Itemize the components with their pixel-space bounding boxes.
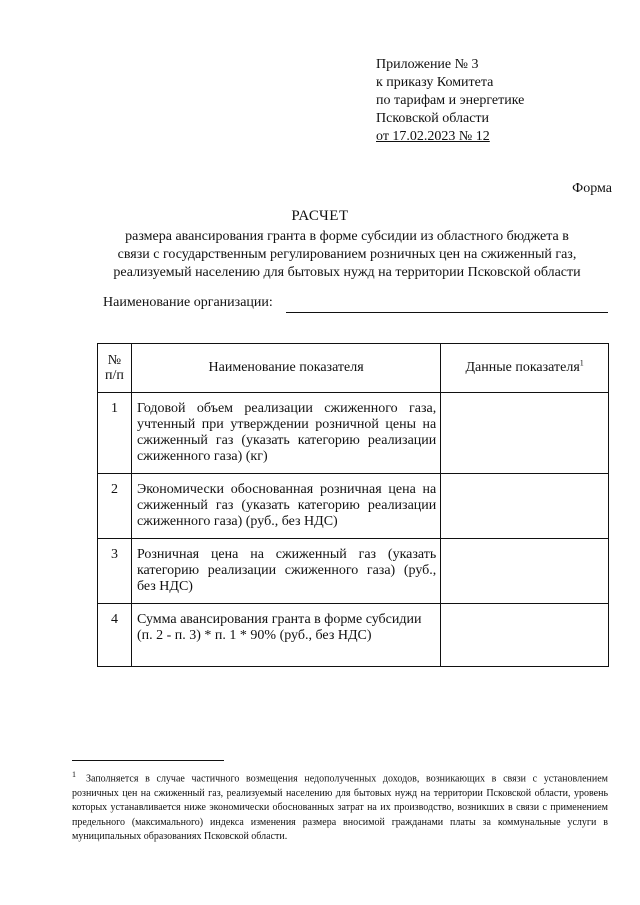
row-value-cell[interactable] [441, 393, 609, 474]
row-value-cell[interactable] [441, 539, 609, 604]
row-number: 2 [98, 474, 132, 539]
header-data-label: Данные показателя [465, 360, 580, 375]
subtitle-line: связи с государственным регулированием розничных цен на сжиженный газ, [117, 247, 577, 262]
row-number: 1 [98, 393, 132, 474]
header-number-symbol: № [107, 353, 122, 368]
row-number: 3 [98, 539, 132, 604]
table-row [98, 393, 609, 474]
subtitle-line: реализуемый населению для бытовых нужд на территории Псковской области [113, 265, 581, 280]
row-value-cell[interactable] [441, 604, 609, 667]
organization-name-field[interactable] [286, 312, 608, 313]
header-number [98, 344, 132, 393]
row-indicator: Экономически обоснованная розничная цена на сжиженный газ (указать категорию реализации сжиженного газа) (руб., без НДС) [131, 474, 440, 539]
appendix-line: по тарифам и энергетике [376, 93, 525, 108]
appendix-order-date: от 17.02.2023 № 12 [376, 129, 490, 144]
document-subtitle [86, 228, 608, 282]
row-indicator [131, 604, 440, 667]
footnote-text: Заполняется в случае частичного возмещения недополученных доходов, возникающих в связи с установлением розничных цен на сжиженный газ, реализуемый населению для бытовых нужд на территории Псковской области, уровень которых устанавливается ниже экономически обоснованных затрат на их производство, возникших в связи с применением предельного (максимального) индекса изменения размера вносимой гражданами платы за коммунальные услуги в муниципальных образованиях Псковской области. [72, 773, 608, 842]
row-number: 4 [98, 604, 132, 667]
appendix-line: Псковской области [376, 111, 490, 126]
row-indicator: Годовой объем реализации сжиженного газа, учтенный при утверждении розничной цены на сжиженный газ (указать категорию реализации сжиженного газа) (кг) [131, 393, 440, 474]
footnote-separator [72, 760, 224, 761]
row-indicator-formula: (п. 2 - п. 3) * п. 1 * 90% (руб., без НДС) [136, 628, 372, 643]
footnote-mark: 1 [72, 770, 76, 779]
row-indicator-line: Сумма авансирования гранта в форме субсидии [136, 612, 422, 627]
table-row [98, 604, 609, 667]
row-indicator: Розничная цена на сжиженный газ (указать категорию реализации сжиженного газа) (руб., без НДС) [131, 539, 440, 604]
table-header-row [98, 344, 609, 393]
appendix-line: Приложение № 3 [376, 57, 479, 72]
calculation-table [97, 343, 609, 667]
table-row [98, 474, 609, 539]
header-indicator-data [441, 344, 609, 393]
header-indicator-name: Наименование показателя [131, 344, 440, 393]
header-number-abbr: п/п [105, 368, 124, 383]
form-label: Форма [572, 181, 612, 196]
subtitle-line: размера авансирования гранта в форме субсидии из областного бюджета в [125, 229, 569, 244]
document-title: РАСЧЕТ [291, 208, 349, 224]
appendix-block [376, 56, 524, 146]
footnote-reference: 1 [579, 358, 584, 368]
appendix-line: к приказу Комитета [376, 75, 494, 90]
organization-label: Наименование организации: [103, 295, 273, 310]
footnote [72, 768, 608, 844]
row-value-cell[interactable] [441, 474, 609, 539]
table-row [98, 539, 609, 604]
